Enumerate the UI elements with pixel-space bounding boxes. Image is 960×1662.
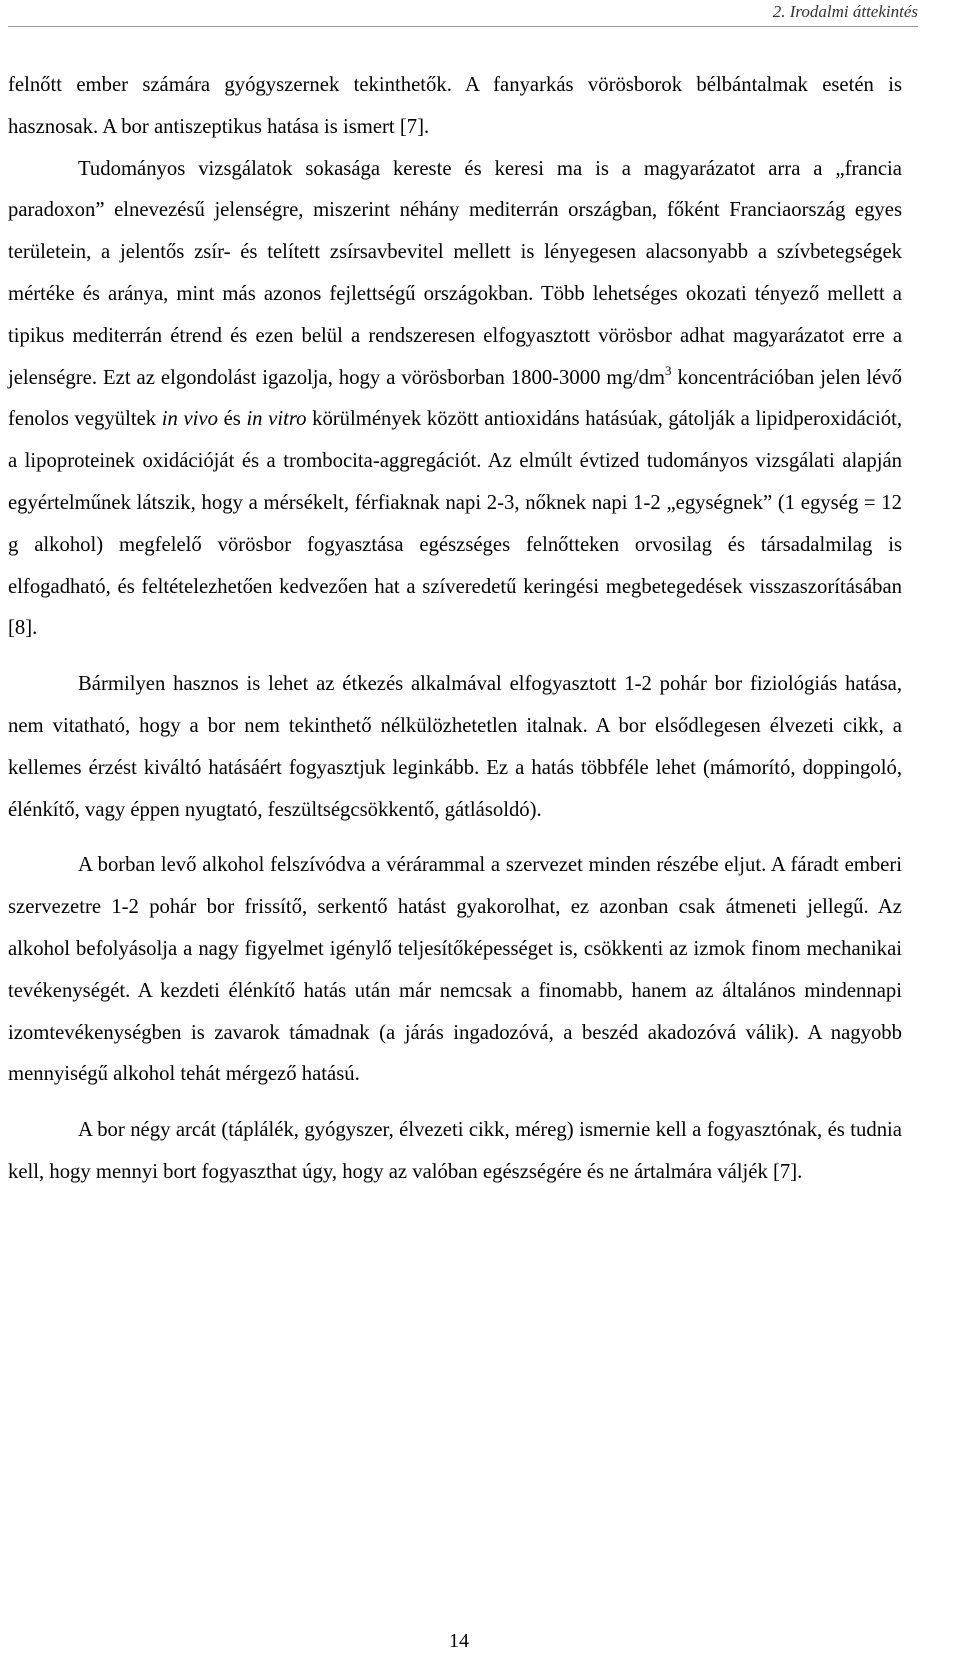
paragraph-1: felnőtt ember számára gyógyszernek tekinthetők. A fanyarkás vörösborok bélbántalmak esetén is hasznosak. A bor antiszeptikus hatása is ismert [7].: [8, 74, 902, 138]
page-number: 14: [449, 1630, 469, 1652]
body-text: [8, 65, 902, 1194]
paragraph-2-text-c: és: [217, 408, 247, 431]
italic-in-vivo: in vivo: [161, 408, 218, 431]
running-header: 2. Irodalmi áttekintés: [772, 2, 918, 21]
paragraph-2-text-a: Tudományos vizsgálatok sokasága kereste és keresi ma is a magyarázatot arra a „francia paradoxon” elnevezésű jelenségre, miszerint néhány mediterrán országban, főként Franciaország egyes területein, a jelentős zsír- és telített zsírsavbevitel mellett is lényegesen alacsonyabb a szívbetegségek mértéke és aránya, mint más azonos fejlettségű országokban. Több lehetséges okozati tényező mellett a tipikus mediterrán étrend és ezen belül a rendszeresen elfogyasztott vörösbor adhat magyarázatot erre a jelenségre. Ezt az elgondolást igazolja, hogy a vörösborban 1800-3000 mg/dm: [8, 157, 902, 389]
paragraph-3: Bármilyen hasznos is lehet az étkezés alkalmával elfogyasztott 1-2 pohár bor fiziológiás hatása, nem vitatható, hogy a bor nem tekinthető nélkülözhetetlen italnak. A bor elsődlegesen élvezeti cikk, a kellemes érzést kiváltó hatásáért fogyasztjuk leginkább. Ez a hatás többféle lehet (mámorító, doppingoló, élénkítő, vagy éppen nyugtató, feszültségcsökkentő, gátlásoldó).: [8, 673, 902, 821]
paragraph-2: [8, 149, 902, 651]
paragraph-5: A bor négy arcát (táplálék, gyógyszer, élvezeti cikk, méreg) ismernie kell a fogyasztónak, és tudnia kell, hogy mennyi bort fogyaszthat úgy, hogy az valóban egészségére és ne ártalmára váljék [7].: [8, 1119, 902, 1183]
paragraph-2-text-b: koncentrációban jelen lévő fenolos vegyültek: [8, 366, 902, 431]
italic-in-vitro: in vitro: [246, 408, 307, 431]
header-rule: [8, 26, 918, 27]
superscript-unit: 3: [665, 362, 672, 378]
paragraph-2-text-d: körülmények között antioxidáns hatásúak, gátolják a lipidperoxidációt, a lipoproteinek oxidációját és a trombocita-aggregációt. Az elmúlt évtized tudományos vizsgálati alapján egyértelműnek látszik, hogy a mérsékelt, férfiaknak napi 2-3, nőknek napi 1-2 „egységnek” (1 egység = 12 g alkohol) megfelelő vörösbor fogyasztása egészséges felnőtteken orvosilag és társadalmilag is elfogadható, és feltételezhetően kedvezően hat a szíveredetű keringési megbetegedések visszaszorításában [8].: [8, 408, 902, 640]
paragraph-4: A borban levő alkohol felszívódva a vérárammal a szervezet minden részébe eljut. A fáradt emberi szervezetre 1-2 pohár bor frissítő, serkentő hatást gyakorolhat, ez azonban csak átmeneti jellegű. Az alkohol befolyásolja a nagy figyelmet igénylő teljesítőképességet is, csökkenti az izmok finom mechanikai tevékenységét. A kezdeti élénkítő hatás után már nemcsak a finomabb, hanem az általános mindennapi izomtevékenységben is zavarok támadnak (a járás ingadozóvá, a beszéd akadozóvá válik). A nagyobb mennyiségű alkohol tehát mérgező hatású.: [8, 854, 902, 1086]
